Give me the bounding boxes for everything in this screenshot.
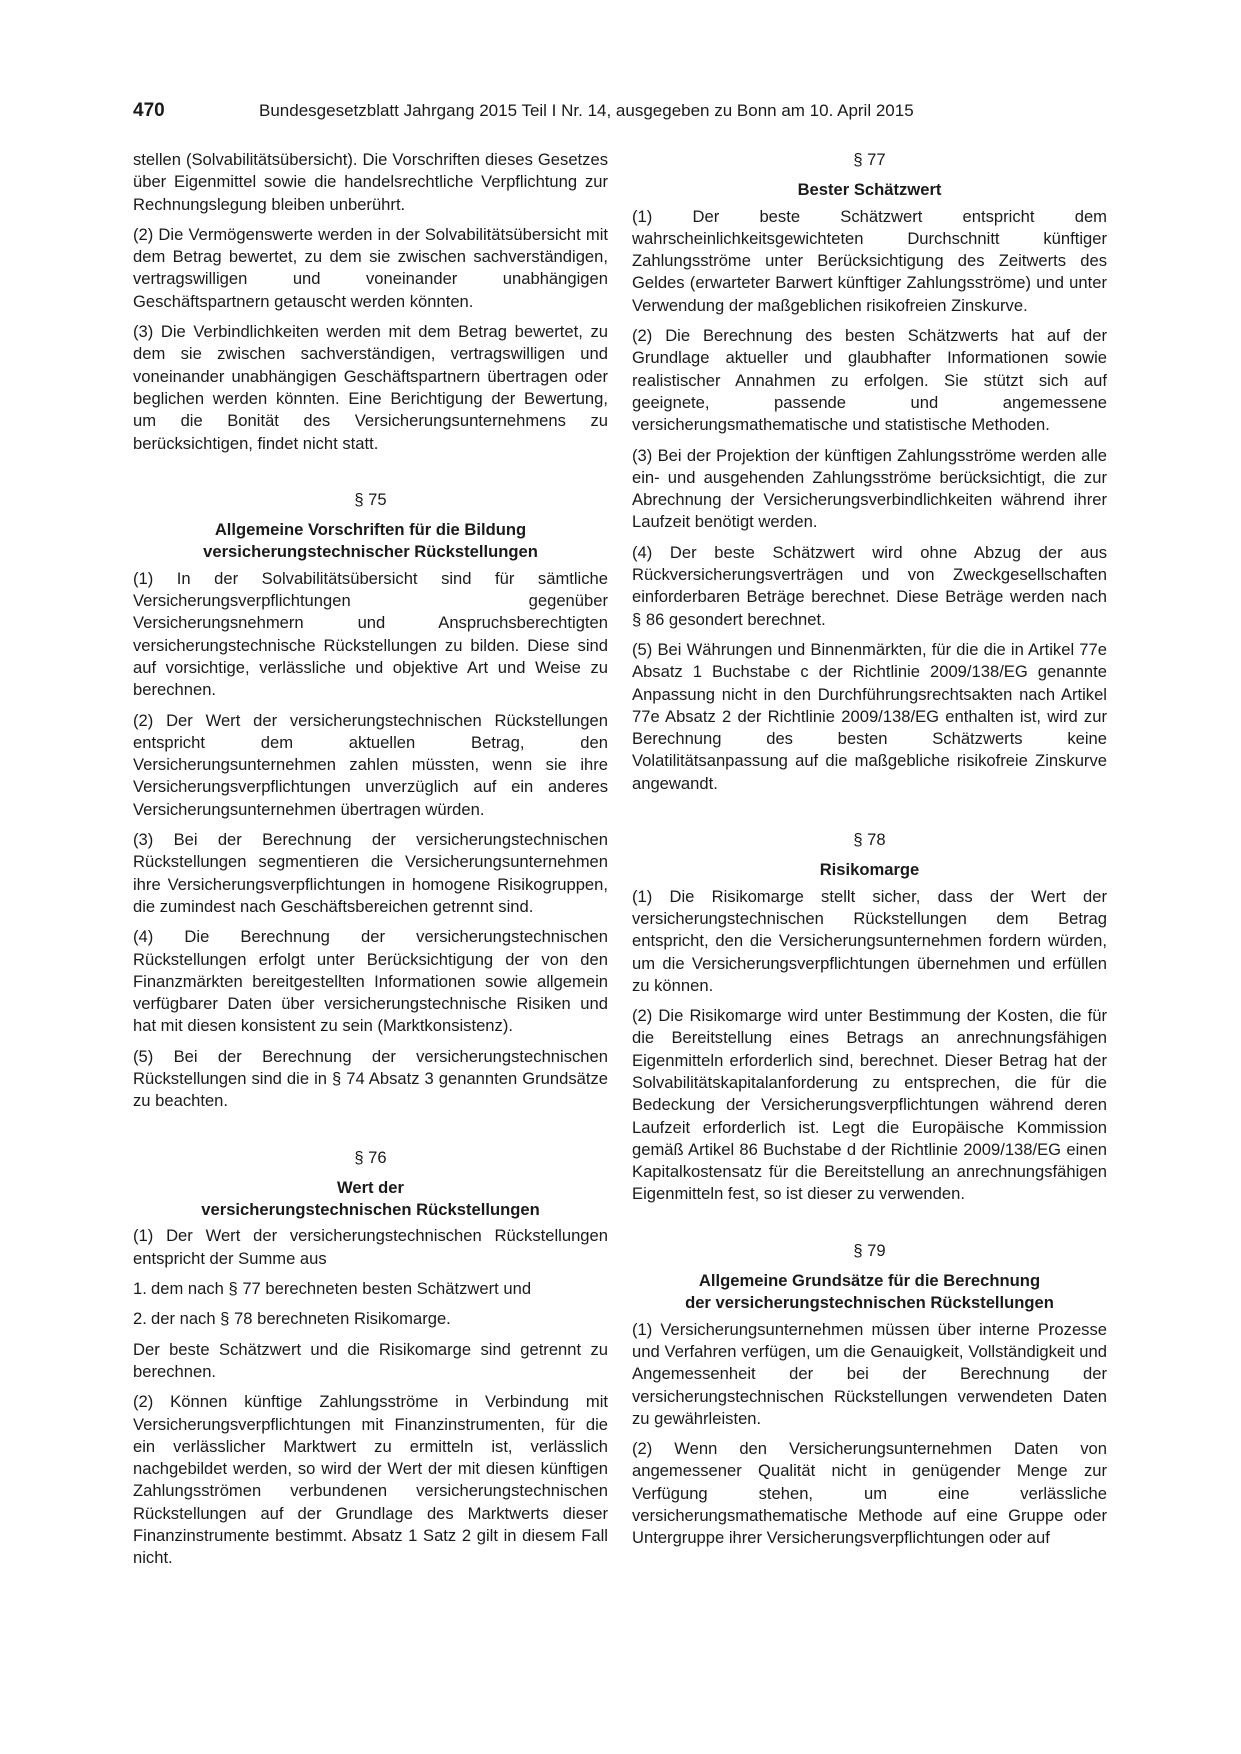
section-title-line: Allgemeine Vorschriften für die Bildung — [214, 520, 527, 540]
paragraph: (3) Die Verbindlichkeiten werden mit dem Betrag bewertet, zu dem sie zwischen sachverständigen, vertragswilligen und voneinander unabhängigen Geschäftspartnern übertragen oder beglichen werden könnten. Eine Berichtigung der Bewertung, um die Bonität des Versicherungsunternehmens zu berücksichtigen, findet nicht statt. — [133, 322, 608, 453]
section-title-79 — [632, 1270, 1107, 1315]
paragraph: (1) Die Risikomarge stellt sicher, dass der Wert der versicherungstechnischen Rückstellungen dem Betrag entspricht, den die Versicherungsunternehmen fordern würden, um die Versicherungsverpflichtungen übernehmen und erfüllen zu können. — [632, 886, 1107, 995]
list-number: 2. — [133, 1309, 147, 1329]
section-title-76 — [133, 1177, 608, 1222]
paragraph: (2) Die Berechnung des besten Schätzwerts hat auf der Grundlage aktueller und glaubhafter Informationen sowie realistischer Annahmen zu erfolgen. Sie stützt sich auf geeignete, passende und angemessene versicherungsmathematische und statistische Methoden. — [632, 326, 1107, 435]
paragraph: (3) Bei der Berechnung der versicherungstechnischen Rückstellungen segmentieren die Versicherungsunternehmen ihre Versicherungsverpflichtungen in homogene Risikogruppen, die zumindest nach Geschäftsbereichen getrennt sind. — [133, 830, 608, 916]
paragraph: (1) In der Solvabilitätsübersicht sind für sämtliche Versicherungsverpflichtungen gegenüber Versicherungsnehmern und Anspruchsberechtigten versicherungstechnische Rückstellungen zu bilden. Diese sind auf vorsichtige, verlässliche und objektive Art und Weise zu berechnen. — [133, 568, 608, 700]
paragraph: (2) Die Vermögenswerte werden in der Solvabilitätsübersicht mit dem Betrag bewertet, zu dem sie zwischen sachverständigen, vertragswilligen und voneinander unabhängigen Geschäftspartnern getauscht werden könnten. — [133, 224, 608, 311]
paragraph: (2) Die Risikomarge wird unter Bestimmung der Kosten, die für die Bereitstellung eines Betrags an anrechnungsfähigen Eigenmitteln erforderlich sind, berechnet. Dieser Betrag hat der Solvabilitätskapitalanforderung zu entsprechen, die für die Bedeckung der Versicherungsverpflichtungen während deren Laufzeit erforderlich ist. Legt die Europäische Kommission gemäß Artikel 86 Buchstabe d der Richtlinie 2009/138/EG einen Kapitalkostensatz für die Bereitstellung an anrechnungsfähigen Eigenmitteln fest, so ist dieser zu verwenden. — [632, 1006, 1107, 1204]
right-column — [632, 149, 1107, 1558]
section-title-77: Bester Schätzwert — [797, 180, 942, 200]
section-title-line: Wert der — [336, 1177, 404, 1197]
section-number-79: § 79 — [853, 1240, 886, 1260]
section-title-line: versicherungstechnischer Rückstellungen — [203, 542, 538, 562]
section-title-line: versicherungstechnischen Rückstellungen — [201, 1200, 540, 1220]
list-item — [133, 1278, 608, 1300]
paragraph: (1) Der Wert der versicherungstechnischen Rückstellungen entspricht der Summe aus — [133, 1226, 608, 1268]
page-number: 470 — [133, 100, 165, 121]
paragraph: Der beste Schätzwert und die Risikomarge sind getrennt zu berechnen. — [133, 1339, 608, 1381]
paragraph: (1) Versicherungsunternehmen müssen über interne Prozesse und Verfahren verfügen, um die Genauigkeit, Vollständigkeit und Angemessenheit der bei der Berechnung der versicherungstechnischen Rückstellungen verwendeten Daten zu gewährleisten. — [632, 1319, 1107, 1428]
section-title-78: Risikomarge — [819, 860, 920, 880]
section-title-line: Allgemeine Grundsätze für die Berechnung — [698, 1271, 1041, 1291]
list-text: der nach § 78 berechneten Risikomarge. — [151, 1309, 451, 1329]
paragraph: (5) Bei Währungen und Binnenmärkten, für die die in Artikel 77e Absatz 1 Buchstabe c der Richtlinie 2009/138/EG genannte Anpassung nicht in den Durchführungsrechtsakten nach Artikel 77e Absatz 2 der Richtlinie 2009/138/EG enthalten ist, wird zur Berechnung des besten Schätzwerts keine Volatilitätsanpassung auf die maßgebliche risikofreie Zinskurve angewandt. — [632, 639, 1107, 793]
list-number: 1. — [133, 1279, 147, 1299]
left-column — [133, 149, 608, 1578]
paragraph: (2) Der Wert der versicherungstechnischen Rückstellungen entspricht dem aktuellen Betrag, den Versicherungsunternehmen zahlen müssten, wenn sie ihre Versicherungsverpflichtungen unverzüglich auf ein anderes Versicherungsunternehmen übertragen würden. — [133, 710, 608, 819]
section-number-75: § 75 — [354, 489, 387, 509]
section-title-line: der versicherungstechnischen Rückstellungen — [685, 1293, 1054, 1313]
paragraph: stellen (Solvabilitätsübersicht). Die Vorschriften dieses Gesetzes über Eigenmittel sowie die handelsrechtliche Verpflichtung zur Rechnungslegung bleiben unberührt. — [133, 150, 608, 214]
paragraph: (4) Die Berechnung der versicherungstechnischen Rückstellungen erfolgt unter Berücksichtigung der von den Finanzmärkten bereitgestellten Informationen sowie allgemein verfügbarer Daten über versicherungstechnische Risiken und hat mit diesen konsistent zu sein (Marktkonsistenz). — [133, 927, 608, 1036]
section-title-75 — [133, 519, 608, 564]
paragraph: (4) Der beste Schätzwert wird ohne Abzug der aus Rückversicherungsverträgen und von Zweckgesellschaften einforderbaren Beträge berechnet. Diese Beträge werden nach § 86 gesondert berechnet. — [632, 542, 1107, 629]
section-number-77: § 77 — [853, 150, 886, 169]
list-text: dem nach § 77 berechneten besten Schätzwert und — [151, 1279, 532, 1299]
paragraph: (2) Können künftige Zahlungsströme in Verbindung mit Versicherungsverpflichtungen mit Finanzinstrumenten, für die ein verlässlicher Marktwert zu ermitteln ist, verlässlich nachgebildet werden, so wird der Wert der mit diesen künftigen Zahlungsströmen verbundenen versicherungstechnischen Rückstellungen auf der Grundlage des Marktwerts dieser Finanzinstrumente bestimmt. Absatz 1 Satz 2 gilt in diesem Fall nicht. — [133, 1392, 608, 1568]
section-number-78: § 78 — [853, 830, 886, 850]
list-item — [133, 1308, 608, 1330]
running-head: Bundesgesetzblatt Jahrgang 2015 Teil I Nr. 14, ausgegeben zu Bonn am 10. April 2015 — [259, 101, 914, 120]
paragraph: (2) Wenn den Versicherungsunternehmen Daten von angemessener Qualität nicht in genügender Menge zur Verfügung stehen, um eine verlässliche versicherungsmathematische Methode auf eine Gruppe oder Untergruppe ihrer Versicherungsverpflichtungen oder auf — [632, 1439, 1107, 1548]
paragraph: (5) Bei der Berechnung der versicherungstechnischen Rückstellungen sind die in § 74 Absatz 3 genannten Grundsätze zu beachten. — [133, 1046, 608, 1111]
page-header — [133, 100, 1108, 126]
paragraph: (1) Der beste Schätzwert entspricht dem wahrscheinlichkeitsgewichteten Durchschnitt künftiger Zahlungsströme unter Berücksichtigung des Zeitwerts des Geldes (erwarteter Barwert künftiger Zahlungsströme) und unter Verwendung der maßgeblichen risikofreien Zinskurve. — [632, 206, 1107, 315]
section-number-76: § 76 — [354, 1147, 387, 1167]
paragraph: (3) Bei der Projektion der künftigen Zahlungsströme werden alle ein- und ausgehenden Zahlungsströme berücksichtigt, die zur Abrechnung der Versicherungsverbindlichkeiten während ihrer Laufzeit benötigt werden. — [632, 445, 1107, 532]
